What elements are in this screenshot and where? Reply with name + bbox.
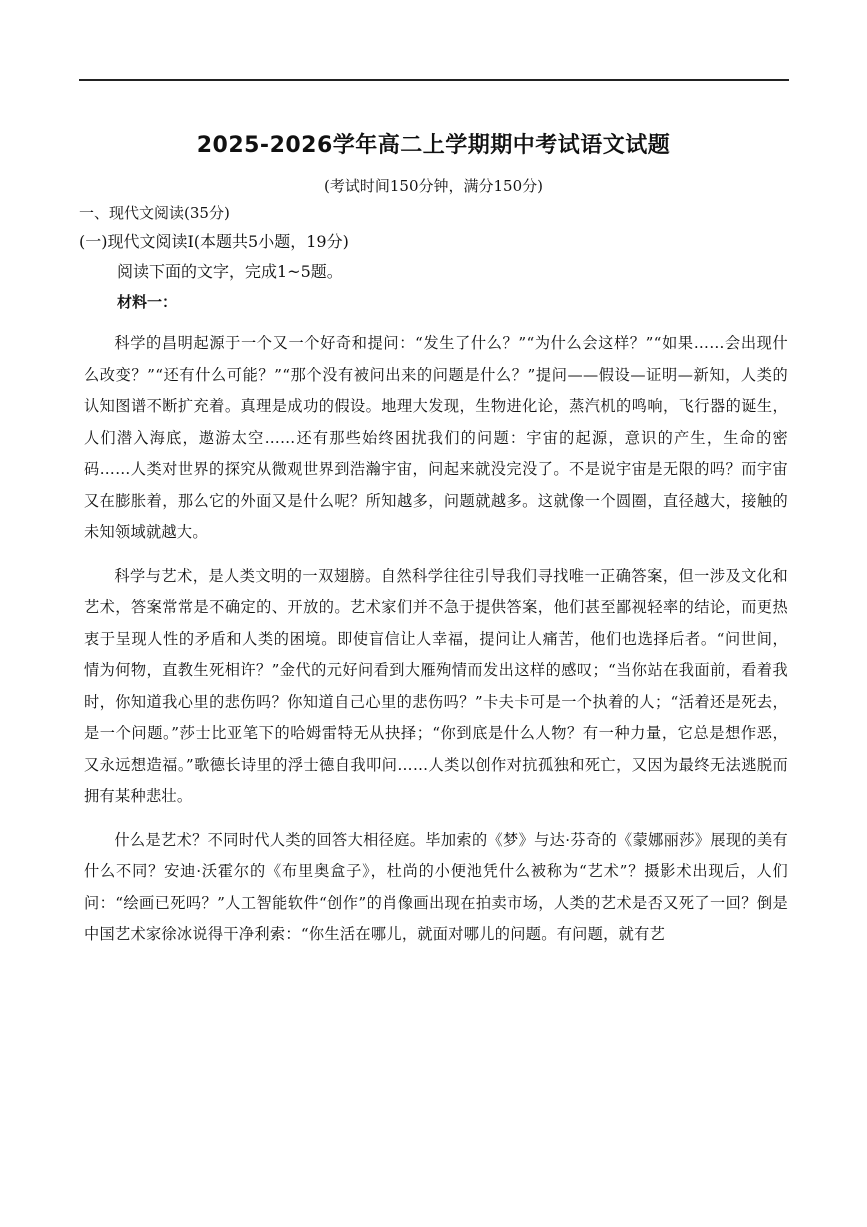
- passage-paragraph-1: 科学的昌明起源于一个又一个好奇和提问：“发生了什么？”“为什么会这样？”“如果……会出现什么改变？”“还有什么可能？”“那个没有被问出来的问题是什么？”提问——假设—证明—新知，人类的认知图谱不断扩充着。真理是成功的假设。地理大发现，生物进化论，蒸汽机的鸣响，飞行器的诞生，人们潜入海底，遨游太空……还有那些始终困扰我们的问题：宇宙的起源，意识的产生，生命的密码……人类对世界的探究从微观世界到浩瀚宇宙，问起来就没完没了。不是说宇宙是无限的吗？而宇宙又在膨胀着，那么它的外面又是什么呢？所知越多，问题就越多。这就像一个圆圈，直径越大，接触的未知领域就越大。: [84, 334, 788, 541]
- exam-title: 2025-2026学年高二上学期期中考试语文试题: [196, 133, 671, 158]
- material-label: 材料一：: [117, 293, 178, 311]
- sub-heading: (一)现代文阅读Ⅰ(本题共5小题，19分): [79, 232, 349, 251]
- section-heading: 一、现代文阅读(35分): [79, 204, 230, 222]
- passage-paragraph-3: 什么是艺术？不同时代人类的回答大相径庭。毕加索的《梦》与达·芬奇的《蒙娜丽莎》展现的美有什么不同？安迪·沃霍尔的《布里奥盒子》，杜尚的小便池凭什么被称为“艺术”？摄影术出现后，人们问：“绘画已死吗？”人工智能软件“创作”的肖像画出现在拍卖市场，人类的艺术是否又死了一回？倒是中国艺术家徐冰说得干净利索：“你生活在哪儿，就面对哪儿的问题。有问题，就有艺: [84, 830, 788, 943]
- passage: [84, 328, 788, 951]
- passage-paragraph-2: 科学与艺术，是人类文明的一双翅膀。自然科学往往引导我们寻找唯一正确答案，但一涉及文化和艺术，答案常常是不确定的、开放的。艺术家们并不急于提供答案，他们甚至鄙视轻率的结论，而更热衷于呈现人性的矛盾和人类的困境。即使盲信让人幸福，提问让人痛苦，他们也选择后者。“问世间，情为何物，直教生死相许？”金代的元好问看到大雁殉情而发出这样的感叹；“当你站在我面前，看着我时，你知道我心里的悲伤吗？你知道自己心里的悲伤吗？”卡夫卡可是一个执着的人；“活着还是死去，是一个问题。”莎士比亚笔下的哈姆雷特无从抉择；“你到底是什么人物？有一种力量，它总是想作恶，又永远想造福。”歌德长诗里的浮士德自我叩问……人类以创作对抗孤独和死亡，又因为最终无法逃脱而拥有某种悲壮。: [84, 566, 788, 805]
- exam-subtitle: (考试时间150分钟，满分150分): [324, 177, 543, 195]
- header-rule: [79, 79, 789, 81]
- instruction: 阅读下面的文字，完成1~5题。: [117, 262, 343, 281]
